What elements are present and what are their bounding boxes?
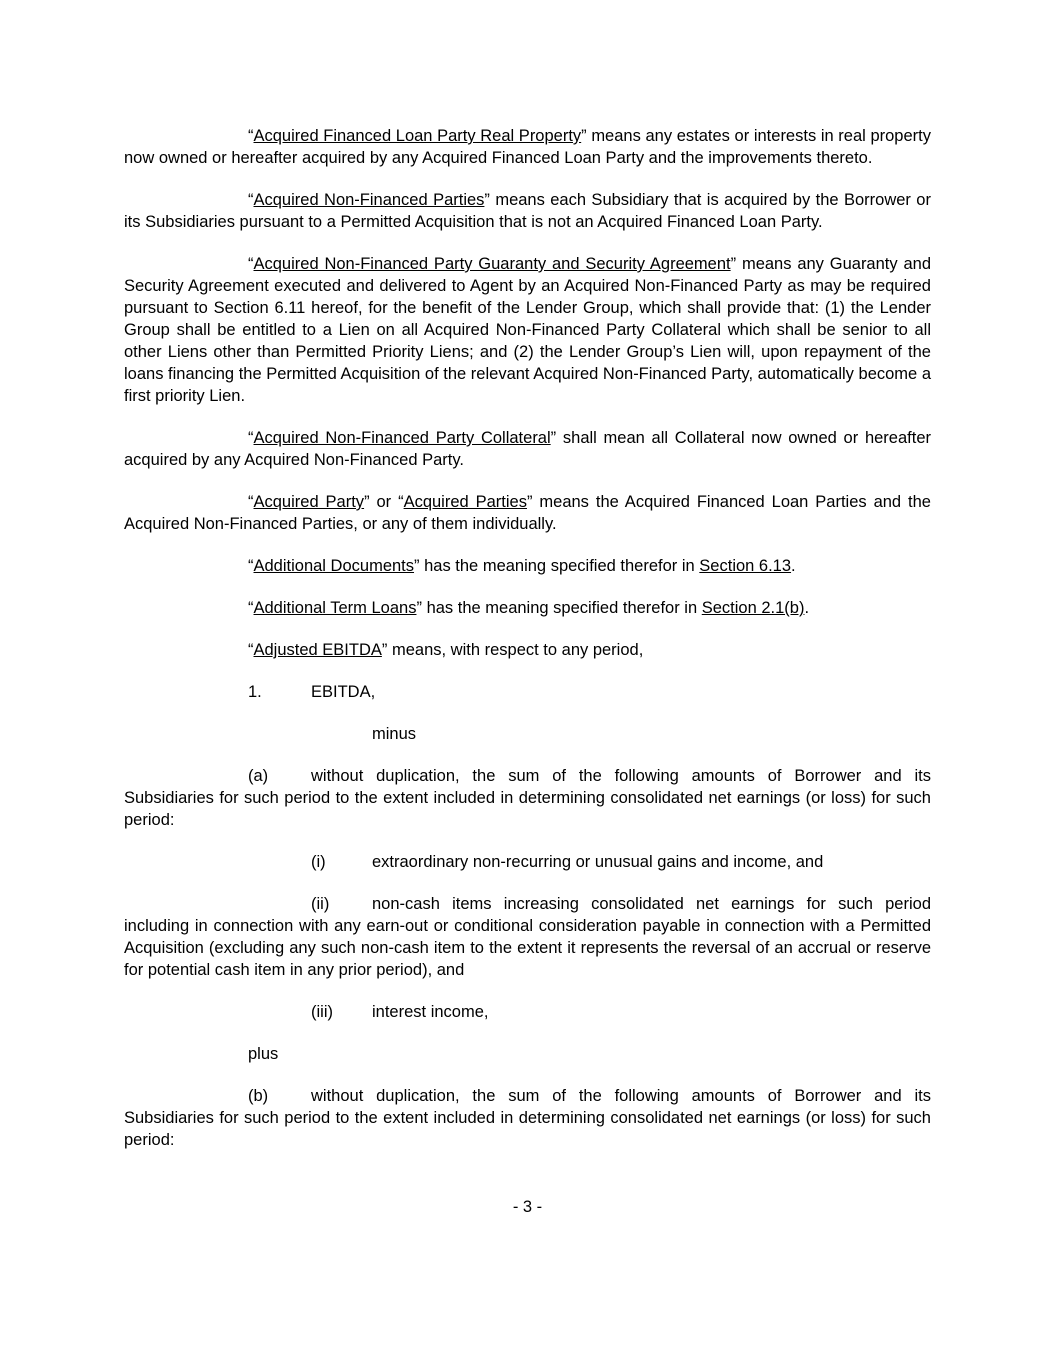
clause-iii: (iii) interest income, (311, 1003, 489, 1021)
defined-term: Acquired Non-Financed Party Guaranty and Security Agreement (253, 255, 731, 273)
definition-additional-term-loans: “Additional Term Loans” has the meaning specified therefor in Section 2.1(b). (248, 599, 810, 617)
definition-acquired-non-financed-party-collateral: “Acquired Non-Financed Party Collateral” shall mean all Collateral now owned or hereafter acquired by any Acquired Non-Financed Party. (124, 429, 931, 469)
document-body (124, 125, 931, 1151)
list-text: EBITDA, (311, 683, 376, 701)
clause-b: (b) without duplication, the sum of the following amounts of Borrower and its Subsidiaries for such period to the extent included in determining consolidated net earnings (or loss) for such period: (124, 1087, 931, 1149)
page-number: - 3 - (512, 1198, 543, 1216)
defined-term: Adjusted EBITDA (253, 641, 382, 659)
definition-acquired-party: “Acquired Party” or “Acquired Parties” means the Acquired Financed Loan Parties and the Acquired Non-Financed Parties, or any of them individually. (124, 493, 931, 533)
definition-acquired-non-financed-parties: “Acquired Non-Financed Parties” means each Subsidiary that is acquired by the Borrower or its Subsidiaries pursuant to a Permitted Acquisition that is not an Acquired Financed Loan Party. (124, 191, 931, 231)
section-reference: Section 2.1(b) (701, 599, 805, 617)
ebitda-item-1 (124, 681, 931, 703)
defined-term: Acquired Non-Financed Party Collateral (253, 429, 551, 447)
defined-term: Additional Documents (253, 557, 415, 575)
list-label: (i) (311, 853, 326, 871)
section-reference: Section 6.13 (699, 557, 792, 575)
defined-term: Additional Term Loans (253, 599, 417, 617)
list-label: (b) (248, 1087, 269, 1105)
minus-line: minus (372, 725, 417, 743)
definition-adjusted-ebitda: “Adjusted EBITDA” means, with respect to any period, (248, 641, 644, 659)
defined-term: Acquired Non-Financed Parties (253, 191, 485, 209)
list-label: (ii) (311, 895, 330, 913)
clause-i: (i) extraordinary non-recurring or unusual gains and income, and (311, 853, 824, 871)
defined-term: Acquired Parties (403, 493, 527, 511)
definition-additional-documents: “Additional Documents” has the meaning specified therefor in Section 6.13. (248, 557, 796, 575)
defined-term: Acquired Party (253, 493, 365, 511)
list-label: (a) (248, 767, 269, 785)
clause-ii: (ii) non-cash items increasing consolidated net earnings for such period including in connection with any earn-out or conditional consideration payable in connection with a Permitted Acquisition (excluding any such non-cash item to the extent it represents the reversal of an accrual or reserve for potential cash item in any prior period), and (124, 895, 931, 979)
defined-term: Acquired Financed Loan Party Real Property (253, 127, 582, 145)
list-label: 1. (248, 683, 262, 701)
definition-acquired-non-financed-party-guaranty: “Acquired Non-Financed Party Guaranty and Security Agreement” means any Guaranty and Security Agreement executed and delivered to Agent by an Acquired Non-Financed Party as may be required pursuant to Section 6.11 hereof, for the benefit of the Lender Group, which shall provide that: (1) the Lender Group shall be entitled to a Lien on all Acquired Non-Financed Party Collateral which shall be senior to all other Liens other than Permitted Priority Liens; and (2) the Lender Group’s Lien will, upon repayment of the loans financing the Permitted Acquisition of the relevant Acquired Non-Financed Party, automatically become a first priority Lien. (124, 255, 931, 405)
plus-line: plus (248, 1045, 279, 1063)
definition-acquired-financed-loan-party-real-property: “Acquired Financed Loan Party Real Property” means any estates or interests in real property now owned or hereafter acquired by any Acquired Financed Loan Party and the improvements thereto. (124, 127, 931, 167)
clause-a: (a) without duplication, the sum of the following amounts of Borrower and its Subsidiaries for such period to the extent included in determining consolidated net earnings (or loss) for such period: (124, 767, 931, 829)
list-label: (iii) (311, 1003, 333, 1021)
